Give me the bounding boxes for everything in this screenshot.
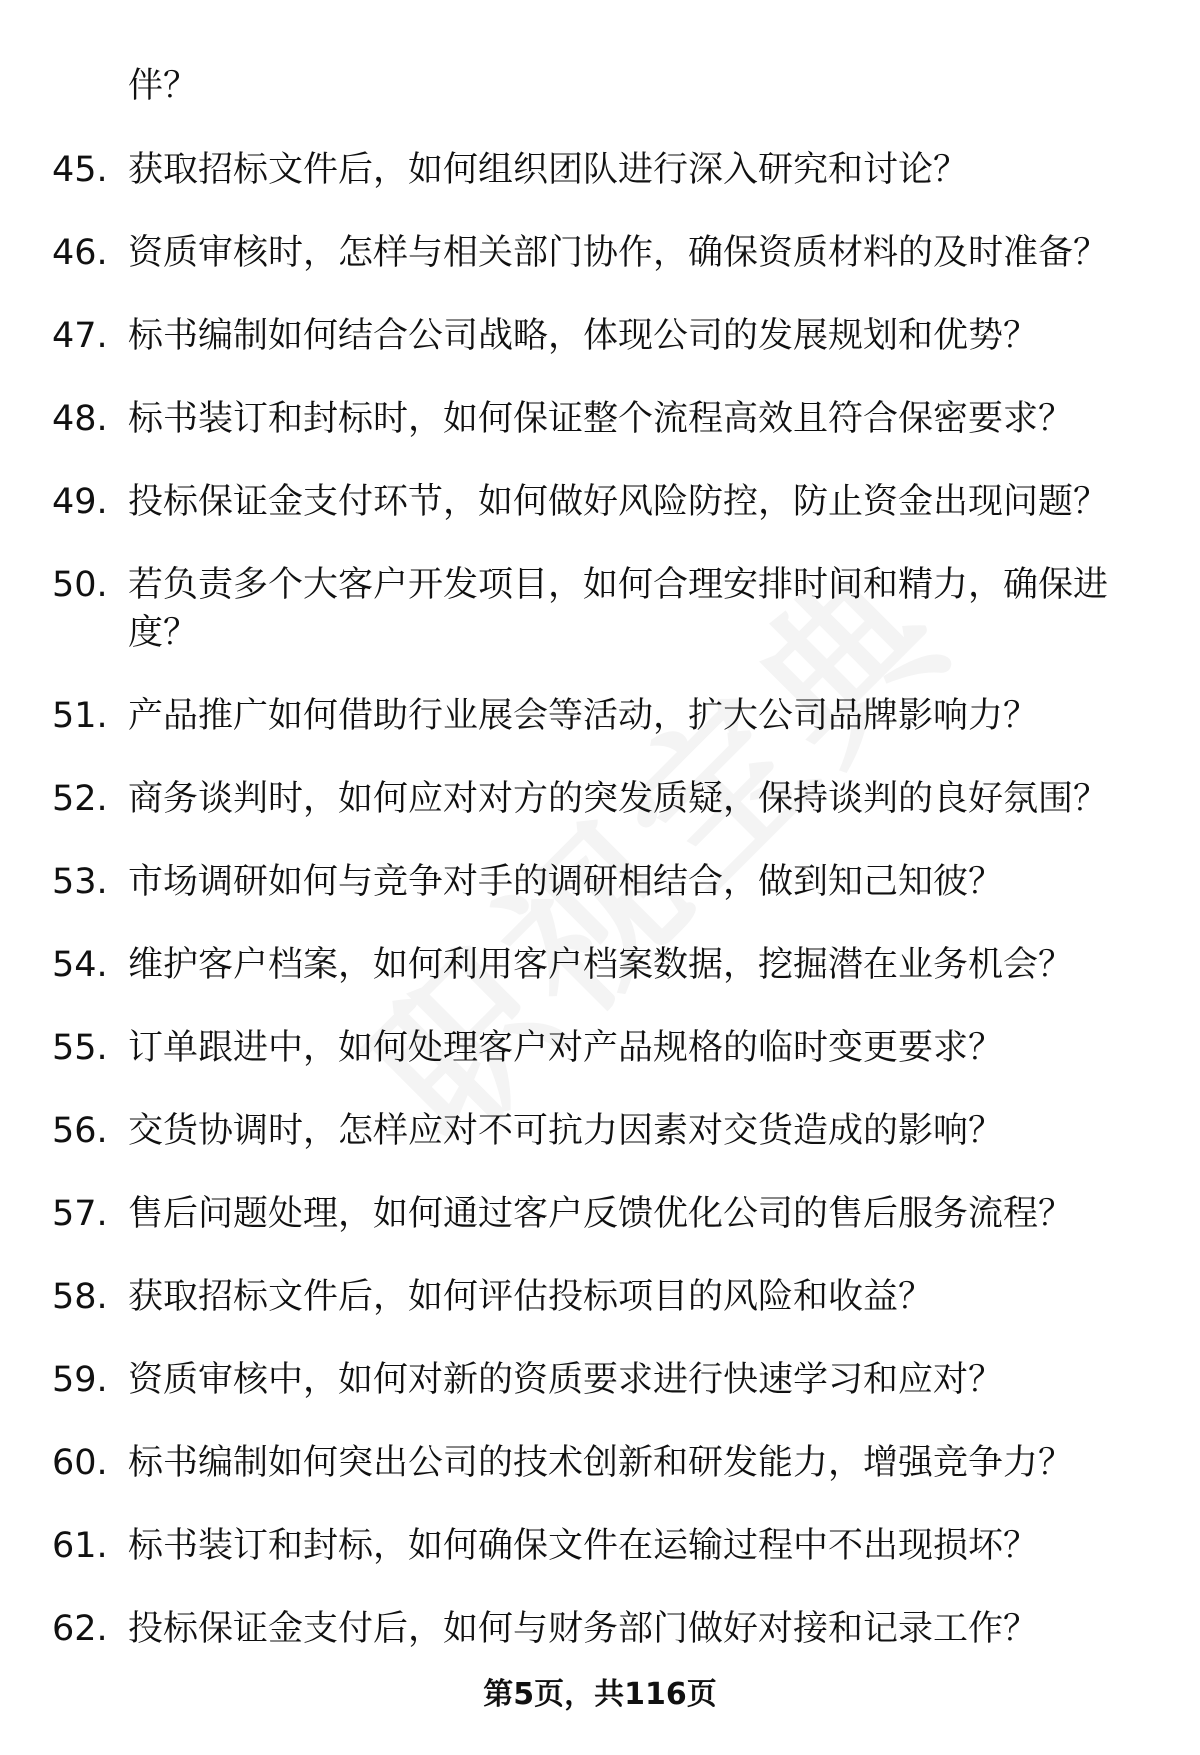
list-item — [0, 692, 1200, 740]
question-text: 资质审核中，如何对新的资质要求进行快速学习和应对？ — [128, 1360, 1004, 1400]
list-item — [0, 1190, 1200, 1238]
page-footer: 第5页，共116页 — [483, 1677, 717, 1712]
question-number: 58. — [52, 1277, 108, 1317]
question-number: 45. — [52, 150, 108, 190]
list-item — [0, 1107, 1200, 1155]
list-item — [0, 775, 1200, 823]
question-text: 伴？ — [128, 66, 199, 106]
question-text: 标书编制如何突出公司的技术创新和研发能力，增强竞争力？ — [128, 1443, 1074, 1483]
question-number: 54. — [52, 945, 108, 985]
list-item-continuation — [0, 62, 1200, 110]
question-text: 维护客户档案，如何利用客户档案数据，挖掘潜在业务机会？ — [128, 945, 1074, 985]
list-item — [0, 1273, 1200, 1321]
list-item — [0, 1439, 1200, 1487]
question-text: 投标保证金支付后，如何与财务部门做好对接和记录工作？ — [128, 1609, 1039, 1649]
list-item — [0, 1356, 1200, 1404]
list-item — [0, 229, 1200, 277]
question-text: 获取招标文件后，如何评估投标项目的风险和收益？ — [128, 1277, 934, 1317]
question-number: 48. — [52, 399, 108, 439]
question-text: 商务谈判时，如何应对对方的突发质疑，保持谈判的良好氛围？ — [128, 779, 1109, 819]
question-text: 标书装订和封标，如何确保文件在运输过程中不出现损坏？ — [128, 1526, 1039, 1566]
question-number: 50. — [52, 565, 108, 605]
list-item — [0, 1024, 1200, 1072]
question-text: 标书装订和封标时，如何保证整个流程高效且符合保密要求？ — [128, 399, 1074, 439]
list-item — [0, 1522, 1200, 1570]
question-text: 市场调研如何与竞争对手的调研相结合，做到知己知彼？ — [128, 862, 1004, 902]
question-text: 交货协调时，怎样应对不可抗力因素对交货造成的影响？ — [128, 1111, 1004, 1151]
question-number: 62. — [52, 1609, 108, 1649]
question-text: 若负责多个大客户开发项目，如何合理安排时间和精力，确保进度？ — [128, 565, 1109, 653]
question-text: 资质审核时，怎样与相关部门协作，确保资质材料的及时准备？ — [128, 233, 1109, 273]
question-number: 49. — [52, 482, 108, 522]
question-number: 46. — [52, 233, 108, 273]
question-number: 60. — [52, 1443, 108, 1483]
question-list — [0, 62, 1200, 1653]
question-number: 52. — [52, 779, 108, 819]
list-item — [0, 312, 1200, 360]
question-text: 订单跟进中，如何处理客户对产品规格的临时变更要求？ — [128, 1028, 1004, 1068]
question-number: 55. — [52, 1028, 108, 1068]
list-item — [0, 561, 1200, 657]
list-item — [0, 1605, 1200, 1653]
list-item — [0, 858, 1200, 906]
question-number: 57. — [52, 1194, 108, 1234]
question-number: 47. — [52, 316, 108, 356]
question-text: 产品推广如何借助行业展会等活动，扩大公司品牌影响力？ — [128, 696, 1039, 736]
question-text: 售后问题处理，如何通过客户反馈优化公司的售后服务流程？ — [128, 1194, 1074, 1234]
question-text: 获取招标文件后，如何组织团队进行深入研究和讨论？ — [128, 150, 969, 190]
question-number: 61. — [52, 1526, 108, 1566]
list-item — [0, 395, 1200, 443]
question-number: 59. — [52, 1360, 108, 1400]
question-text: 投标保证金支付环节，如何做好风险防控，防止资金出现问题？ — [128, 482, 1109, 522]
question-number: 51. — [52, 696, 108, 736]
list-item — [0, 478, 1200, 526]
list-item — [0, 941, 1200, 989]
question-number: 56. — [52, 1111, 108, 1151]
question-number: 53. — [52, 862, 108, 902]
list-item — [0, 146, 1200, 194]
question-text: 标书编制如何结合公司战略，体现公司的发展规划和优势？ — [128, 316, 1039, 356]
